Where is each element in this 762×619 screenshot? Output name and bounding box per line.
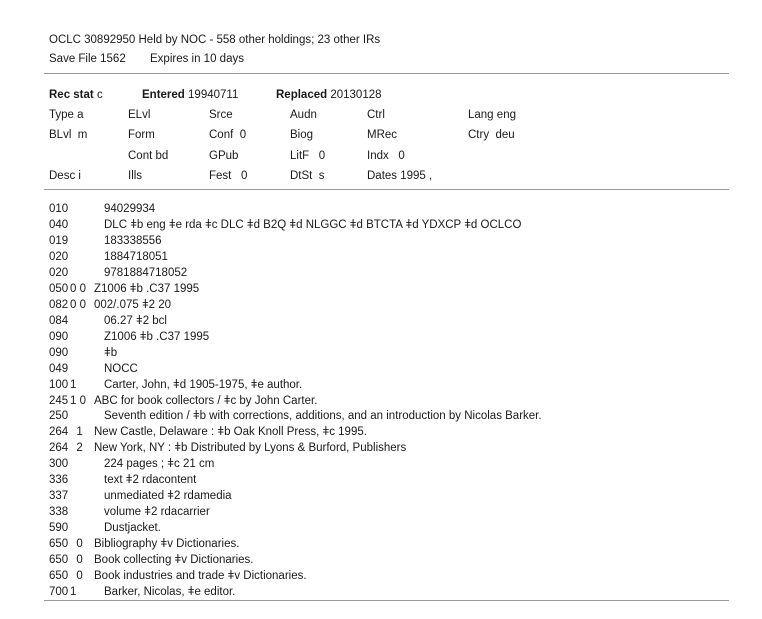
marc-field-row bbox=[0, 251, 762, 266]
ff-rec-stat bbox=[49, 89, 103, 101]
ff-label: MRec bbox=[367, 129, 398, 141]
marc-field-value: DLC ǂb eng ǂe rda ǂc DLC ǂd B2Q ǂd NLGGC ǂd BTCTA ǂd YDXCP ǂd OCLCO bbox=[104, 218, 522, 231]
marc-field-row bbox=[0, 410, 762, 425]
ff-ctry bbox=[468, 129, 515, 141]
ff-value: 1995 , bbox=[400, 170, 433, 182]
marc-tag: 082 bbox=[49, 298, 69, 311]
ff-mrec bbox=[367, 129, 397, 141]
marc-field-row bbox=[0, 347, 762, 362]
header-divider bbox=[44, 73, 729, 74]
marc-indicators: 0 0 bbox=[70, 282, 86, 295]
ff-entered bbox=[142, 89, 238, 101]
marc-field-row bbox=[0, 538, 762, 553]
ff-biog bbox=[290, 129, 313, 141]
ff-label: Conf bbox=[209, 129, 234, 141]
footer-divider bbox=[44, 600, 729, 601]
marc-field-value: 1884718051 bbox=[104, 250, 168, 263]
marc-field-value: Barker, Nicolas, ǂe editor. bbox=[104, 586, 236, 599]
ff-label: LitF bbox=[290, 150, 310, 162]
marc-field-value: volume ǂ2 rdacarrier bbox=[104, 506, 210, 519]
marc-field-row bbox=[0, 506, 762, 521]
ff-value: 0 bbox=[398, 150, 405, 162]
marc-tag: 264 bbox=[49, 426, 69, 439]
ff-value: eng bbox=[496, 109, 516, 121]
marc-tag: 337 bbox=[49, 490, 69, 503]
ff-value: c bbox=[96, 89, 103, 101]
marc-field-row bbox=[0, 235, 762, 250]
marc-tag: 020 bbox=[49, 266, 69, 279]
marc-field-value: Z1006 ǂb .C37 1995 bbox=[104, 330, 210, 343]
ff-label: Fest bbox=[209, 170, 232, 182]
ff-desc bbox=[49, 170, 81, 182]
marc-field-row bbox=[0, 203, 762, 218]
ff-value: m bbox=[77, 129, 88, 141]
marc-field-value: Bibliography ǂv Dictionaries. bbox=[94, 538, 240, 551]
ff-label: ELvl bbox=[128, 109, 151, 121]
ff-label: Replaced bbox=[276, 89, 328, 101]
marc-tag: 010 bbox=[49, 203, 69, 215]
marc-indicators: 2 bbox=[70, 442, 83, 455]
marc-field-row bbox=[0, 490, 762, 505]
marc-field-row bbox=[0, 426, 762, 441]
marc-field-value: ǂb bbox=[104, 346, 118, 359]
ff-dtst bbox=[290, 170, 325, 182]
ff-value: bd bbox=[155, 150, 169, 162]
marc-tag: 090 bbox=[49, 346, 69, 359]
marc-tag: 700 bbox=[49, 586, 69, 599]
ff-dates bbox=[367, 170, 432, 182]
ff-value: deu bbox=[495, 129, 515, 141]
ff-label: Form bbox=[128, 129, 155, 141]
ff-elvl bbox=[128, 109, 150, 121]
marc-field-row bbox=[0, 363, 762, 378]
marc-field-value: New Castle, Delaware : ǂb Oak Knoll Press, ǂc 1995. bbox=[94, 426, 367, 439]
ff-fest bbox=[209, 170, 247, 182]
ff-value: i bbox=[78, 170, 81, 182]
ff-blvl bbox=[49, 129, 87, 141]
ff-value: 19940711 bbox=[188, 89, 239, 101]
ff-form bbox=[128, 129, 155, 141]
marc-tag: 336 bbox=[49, 474, 69, 487]
marc-field-row bbox=[0, 458, 762, 473]
ff-label: Indx bbox=[367, 150, 389, 162]
marc-field-value: Z1006 ǂb .C37 1995 bbox=[94, 282, 200, 295]
ff-label: Ills bbox=[128, 170, 143, 182]
ff-label: GPub bbox=[209, 150, 239, 162]
marc-field-value: Seventh edition / ǂb with corrections, additions, and an introduction by Nicolas Barker. bbox=[104, 410, 542, 423]
marc-tag: 650 bbox=[49, 538, 69, 551]
ff-label: Type bbox=[49, 109, 74, 121]
ff-label: Cont bbox=[128, 150, 153, 162]
ff-label: DtSt bbox=[290, 170, 313, 182]
marc-indicators: 1 bbox=[70, 586, 77, 599]
marc-field-row bbox=[0, 379, 762, 394]
marc-field-row bbox=[0, 331, 762, 346]
marc-field-value: 94029934 bbox=[104, 203, 156, 215]
ff-label: Lang bbox=[468, 109, 494, 121]
marc-tag: 090 bbox=[49, 330, 69, 343]
ff-value: 0 bbox=[240, 170, 248, 182]
ff-label: Biog bbox=[290, 129, 314, 141]
marc-field-row bbox=[0, 474, 762, 489]
marc-field-row bbox=[0, 267, 762, 282]
marc-tag: 264 bbox=[49, 442, 69, 455]
marc-field-value: New York, NY : ǂb Distributed by Lyons & Burford, Publishers bbox=[94, 442, 407, 455]
ff-indx bbox=[367, 150, 405, 162]
marc-field-value: Book industries and trade ǂv Dictionaries. bbox=[94, 570, 307, 583]
ff-value: 20130128 bbox=[330, 89, 382, 101]
marc-field-value: Book collecting ǂv Dictionaries. bbox=[94, 554, 254, 567]
ff-label: Audn bbox=[290, 109, 317, 121]
marc-tag: 049 bbox=[49, 362, 69, 375]
marc-tag: 040 bbox=[49, 218, 69, 231]
oclc-header-line: OCLC 30892950 Held by NOC - 558 other holdings; 23 other IRs bbox=[49, 34, 381, 46]
ff-value: s bbox=[318, 170, 325, 182]
marc-tag: 650 bbox=[49, 554, 69, 567]
marc-field-value: Carter, John, ǂd 1905-1975, ǂe author. bbox=[104, 378, 303, 391]
ff-replaced bbox=[276, 89, 382, 101]
marc-field-value: NOCC bbox=[104, 362, 138, 375]
ff-label: Desc bbox=[49, 170, 76, 182]
marc-tag: 245 bbox=[49, 394, 69, 407]
marc-tag: 100 bbox=[49, 378, 69, 391]
ff-label: Dates bbox=[367, 170, 398, 182]
ff-label: Ctry bbox=[468, 129, 490, 141]
ff-cont bbox=[128, 150, 168, 162]
ff-ctrl bbox=[367, 109, 385, 121]
marc-field-value: ABC for book collectors / ǂc by John Carter. bbox=[94, 394, 318, 407]
marc-field-row bbox=[0, 299, 762, 314]
marc-field-row bbox=[0, 315, 762, 330]
marc-indicators: 0 bbox=[70, 538, 83, 551]
marc-tag: 084 bbox=[49, 314, 69, 327]
marc-field-row bbox=[0, 570, 762, 585]
ff-audn bbox=[290, 109, 317, 121]
marc-field-value: 06.27 ǂ2 bcl bbox=[104, 314, 167, 327]
marc-field-value: 224 pages ; ǂc 21 cm bbox=[104, 458, 215, 471]
ff-label: BLvl bbox=[49, 129, 72, 141]
ff-lang bbox=[468, 109, 516, 121]
ff-gpub bbox=[209, 150, 238, 162]
marc-tag: 019 bbox=[49, 234, 69, 247]
marc-tag: 020 bbox=[49, 250, 69, 263]
expires-label: Expires in 10 days bbox=[150, 53, 244, 65]
marc-indicators: 1 bbox=[70, 426, 83, 439]
ff-label: Entered bbox=[142, 89, 185, 101]
marc-indicators: 1 bbox=[70, 378, 77, 391]
marc-field-row bbox=[0, 219, 762, 234]
save-file-label: Save File 1562 bbox=[49, 53, 126, 65]
marc-field-value: Dustjacket. bbox=[104, 522, 161, 535]
ff-value: a bbox=[77, 109, 84, 121]
marc-indicators: 0 bbox=[70, 554, 83, 567]
marc-tag: 050 bbox=[49, 282, 69, 295]
marc-indicators: 0 bbox=[70, 570, 83, 583]
marc-field-value: unmediated ǂ2 rdamedia bbox=[104, 490, 232, 503]
marc-tag: 338 bbox=[49, 506, 69, 519]
marc-field-row bbox=[0, 395, 762, 410]
marc-indicators: 1 0 bbox=[70, 394, 86, 407]
ff-srce bbox=[209, 109, 233, 121]
ff-value: 0 bbox=[318, 150, 326, 162]
ff-label: Srce bbox=[209, 109, 233, 121]
marc-field-value: text ǂ2 rdacontent bbox=[104, 474, 197, 487]
marc-field-value: 002/.075 ǂ2 20 bbox=[94, 298, 172, 311]
marc-tag: 590 bbox=[49, 522, 69, 535]
ff-conf bbox=[209, 129, 246, 141]
marc-field-value: 9781884718052 bbox=[104, 266, 188, 279]
marc-indicators: 0 0 bbox=[70, 298, 86, 311]
ff-ills bbox=[128, 170, 142, 182]
ff-type bbox=[49, 109, 84, 121]
marc-field-value: 183338556 bbox=[104, 234, 162, 247]
marc-tag: 650 bbox=[49, 570, 69, 583]
ff-value: 0 bbox=[239, 129, 247, 141]
marc-tag: 300 bbox=[49, 458, 69, 471]
marc-field-row bbox=[0, 442, 762, 457]
marc-tag: 250 bbox=[49, 410, 69, 423]
marc-field-row bbox=[0, 522, 762, 537]
marc-field-row bbox=[0, 586, 762, 601]
ff-label: Ctrl bbox=[367, 109, 385, 121]
ff-label: Rec stat bbox=[49, 89, 94, 101]
fixed-field-divider bbox=[44, 189, 729, 190]
ff-litf bbox=[290, 150, 325, 162]
marc-field-row bbox=[0, 554, 762, 569]
marc-field-row bbox=[0, 283, 762, 298]
